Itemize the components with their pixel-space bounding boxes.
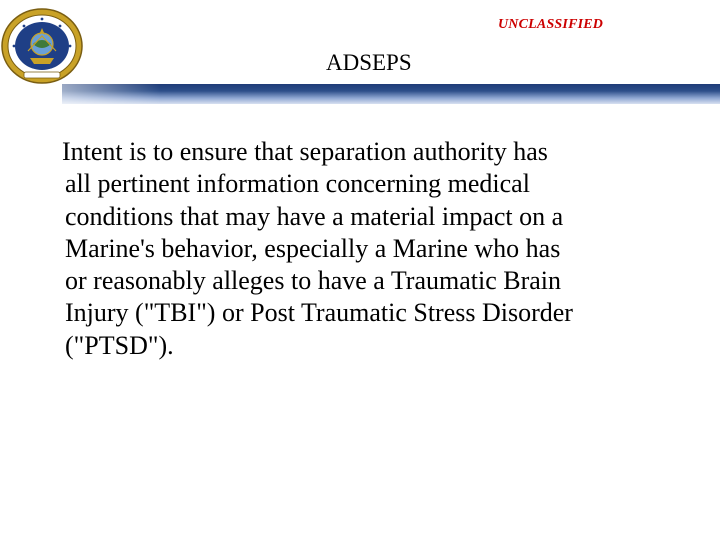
body-line: Intent is to ensure that separation authority has <box>62 137 548 166</box>
usmc-seal-icon <box>0 6 84 86</box>
body-line: or reasonably alleges to have a Traumatic Brain <box>65 266 562 296</box>
body-line: Injury ("TBI") or Post Traumatic Stress Disorder <box>65 298 573 328</box>
body-line: ("PTSD"). <box>65 330 174 360</box>
body-paragraph <box>62 136 712 362</box>
classification-label: UNCLASSIFIED <box>498 17 604 32</box>
header-divider-bar <box>62 84 720 104</box>
body-line: all pertinent information concerning medical <box>65 169 530 199</box>
body-line: conditions that may have a material impact on a <box>65 201 564 231</box>
slide-title: ADSEPS <box>326 50 412 75</box>
body-line: Marine's behavior, especially a Marine who has <box>65 233 561 263</box>
